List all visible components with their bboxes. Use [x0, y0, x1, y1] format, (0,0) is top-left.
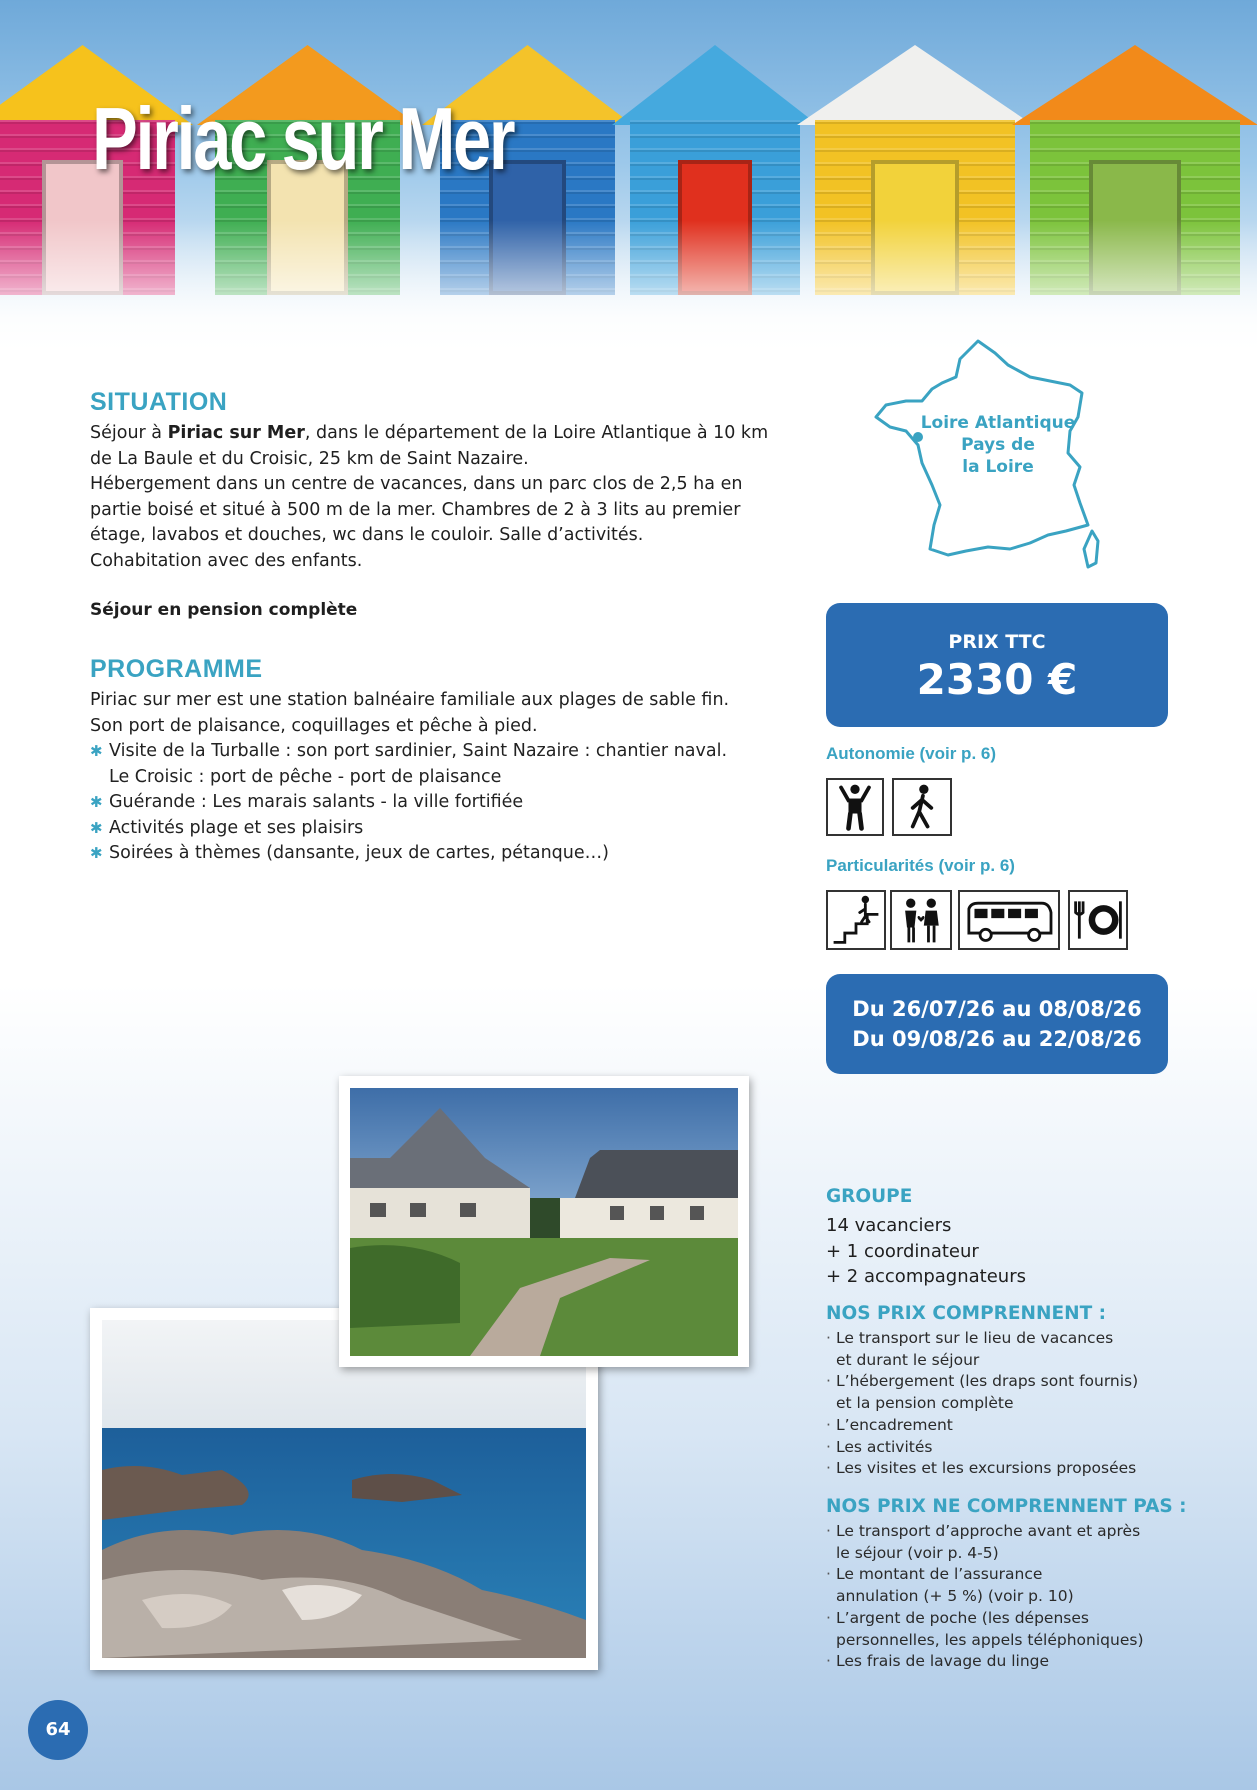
comprennent-heading: NOS PRIX COMPRENNENT : — [826, 1303, 1107, 1324]
ne-comprennent-section — [826, 1496, 1206, 1673]
groupe-heading: GROUPE — [826, 1186, 913, 1207]
list-item: · Les visites et les excursions proposées — [826, 1458, 1206, 1480]
list-item: et durant le séjour — [836, 1350, 980, 1369]
groupe-line: + 1 coordinateur — [826, 1240, 979, 1262]
groupe-line: + 2 accompagnateurs — [826, 1266, 1026, 1287]
particularites-heading: Particularités (voir p. 6) — [826, 856, 1015, 875]
person-walking-icon — [892, 778, 952, 836]
page-number: 64 — [28, 1700, 88, 1760]
meal-plate-icon — [1068, 890, 1128, 950]
groupe-line: 14 vacanciers — [826, 1215, 952, 1236]
list-item: · Le transport sur le lieu de vacances — [826, 1328, 1206, 1350]
list-item: annulation (+ 5 %) (voir p. 10) — [836, 1587, 1074, 1606]
programme-item: ✱ Guérande : Les marais salants - la ville fortifiée — [90, 790, 780, 816]
comprennent-list — [826, 1328, 1206, 1480]
asterisk-icon: ✱ — [90, 844, 103, 862]
situation-line: étage, lavabos et douches, wc dans le couloir. Salle d’activités. — [90, 525, 644, 545]
programme-intro: Piriac sur mer est une station balnéaire familiale aux plages de sable fin. — [90, 690, 730, 710]
programme-item: ✱ Activités plage et ses plaisirs — [90, 816, 780, 842]
person-standing-arms-up-icon — [826, 778, 884, 836]
programme-section — [90, 655, 780, 867]
hero-banner — [0, 0, 1257, 360]
list-item: · Le transport d’approche avant et après — [826, 1521, 1206, 1543]
holiday-centre-buildings-photo — [339, 1076, 749, 1367]
list-item: · L’argent de poche (les dépenses — [826, 1608, 1206, 1630]
list-item: · Le montant de l’assurance — [826, 1564, 1206, 1586]
situation-section — [90, 388, 780, 624]
dates-box — [826, 974, 1168, 1074]
programme-intro: Son port de plaisance, coquillages et pêche à pied. — [90, 715, 538, 736]
map-region-label: Loire Atlantique Pays de la Loire — [920, 413, 1076, 477]
asterisk-icon: ✱ — [90, 742, 103, 760]
date-range: Du 26/07/26 au 08/08/26 — [852, 997, 1142, 1021]
list-item: · L’encadrement — [826, 1415, 1206, 1437]
groupe-section — [826, 1186, 1206, 1290]
list-item: · Les frais de lavage du linge — [826, 1651, 1206, 1673]
situation-heading: SITUATION — [90, 388, 228, 416]
asterisk-icon: ✱ — [90, 793, 103, 811]
pension-note: Séjour en pension complète — [90, 600, 358, 620]
ne-comprennent-list — [826, 1521, 1206, 1673]
minibus-icon — [958, 890, 1060, 950]
price-box — [826, 603, 1168, 727]
stairs-climbing-icon — [826, 890, 886, 950]
list-item: personnelles, les appels téléphoniques) — [836, 1630, 1144, 1649]
programme-item: ✱ Visite de la Turballe : son port sardinier, Saint Nazaire : chantier naval. Le Croisic : port de pêche - port de plaisance — [90, 741, 728, 787]
ne-comprennent-heading: NOS PRIX NE COMPRENNENT PAS : — [826, 1496, 1187, 1517]
programme-item: ✱ Soirées à thèmes (dansante, jeux de cartes, pétanque…) — [90, 841, 780, 867]
couple-heart-icon — [890, 890, 952, 950]
situation-line: Hébergement dans un centre de vacances, dans un parc clos de 2,5 ha en — [90, 474, 743, 494]
programme-list — [90, 739, 780, 867]
list-item: · L’hébergement (les draps sont fournis) — [826, 1371, 1206, 1393]
asterisk-icon: ✱ — [90, 818, 103, 837]
situation-line: de La Baule et du Croisic, 25 km de Saint Nazaire. — [90, 448, 529, 469]
price-label: PRIX TTC — [948, 631, 1046, 653]
page-title: Piriac sur Mer — [92, 89, 514, 188]
situation-line: Cohabitation avec des enfants. — [90, 550, 363, 571]
list-item: et la pension complète — [836, 1394, 1014, 1413]
programme-heading: PROGRAMME — [90, 655, 263, 683]
list-item: le séjour (voir p. 4-5) — [836, 1543, 999, 1562]
date-range: Du 09/08/26 au 22/08/26 — [852, 1027, 1142, 1051]
comprennent-section — [826, 1303, 1206, 1480]
situation-line: partie boisé et situé à 500 m de la mer. Chambres de 2 à 3 lits au premier — [90, 499, 741, 520]
price-value: 2330 € — [916, 655, 1078, 704]
situation-intro: Séjour à Piriac sur Mer, dans le département de la Loire Atlantique à 10 km — [90, 423, 769, 443]
autonomie-heading: Autonomie (voir p. 6) — [826, 744, 996, 763]
list-item: · Les activités — [826, 1437, 1206, 1459]
